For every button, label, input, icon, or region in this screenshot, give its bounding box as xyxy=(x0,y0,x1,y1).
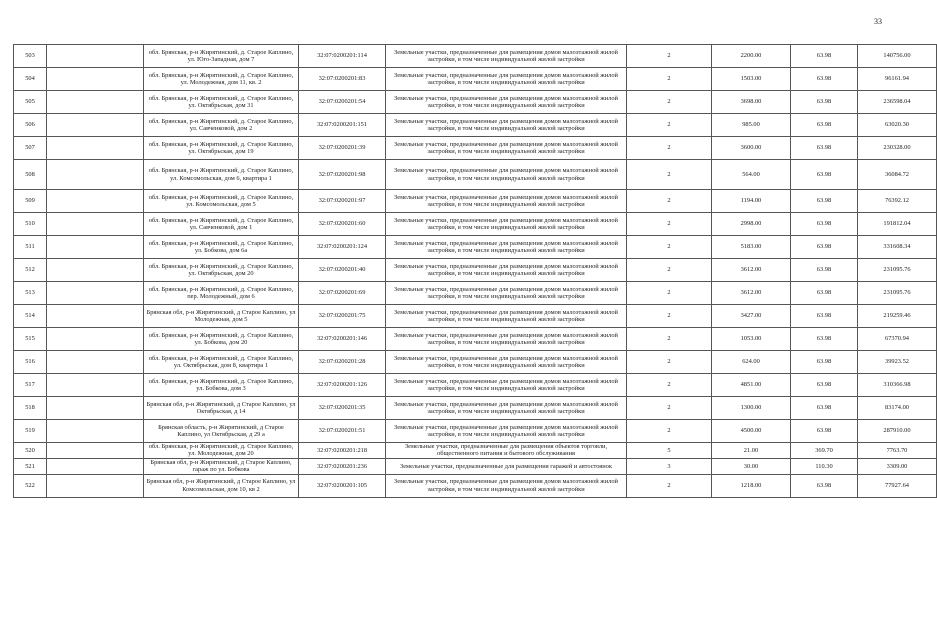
specific-value-cell: 63.98 xyxy=(791,328,858,351)
land-use-cell: Земельные участки, предназначенные для размещения домов малоэтажной жилой застройки, в том числе индивидуальной жилой застройки xyxy=(386,190,627,213)
cadastral-number-cell: 32:07:0200201:218 xyxy=(299,443,386,459)
empty-cell xyxy=(47,68,144,91)
address-cell: обл. Брянская, р-н Жирятинский, д. Старое Каплино, ул. Бобкова, дом 3 xyxy=(144,374,299,397)
row-number-cell: 509 xyxy=(14,190,47,213)
specific-value-cell: 63.98 xyxy=(791,190,858,213)
area-cell: 4500.00 xyxy=(712,420,791,443)
table-row xyxy=(14,91,937,114)
address-cell: обл. Брянская, р-н Жирятинский, д. Старое Каплино, ул. Савченковой, дом 1 xyxy=(144,213,299,236)
cadastral-value-cell: 331608.34 xyxy=(858,236,937,259)
empty-cell xyxy=(47,474,144,497)
area-cell: 4851.00 xyxy=(712,374,791,397)
cadastral-value-cell: 287910.00 xyxy=(858,420,937,443)
cadastral-number-cell: 32:07:0200201:236 xyxy=(299,458,386,474)
address-cell: Брянская обл, р-н Жирятинский, д Старое Каплино, ул Молодежная, дом 5 xyxy=(144,305,299,328)
empty-cell xyxy=(47,443,144,459)
row-number-cell: 513 xyxy=(14,282,47,305)
address-cell: обл. Брянская, р-н Жирятинский, д. Старое Каплино, ул. Юго-Западная, дом 7 xyxy=(144,45,299,68)
area-cell: 1300.00 xyxy=(712,397,791,420)
table-row xyxy=(14,236,937,259)
area-cell: 1218.00 xyxy=(712,474,791,497)
address-cell: обл. Брянская, р-н Жирятинский, д. Старое Каплино, ул. Бобкова, дом 20 xyxy=(144,328,299,351)
cadastral-value-cell: 67370.94 xyxy=(858,328,937,351)
category-group-cell: 2 xyxy=(627,351,712,374)
cadastral-value-cell: 96161.94 xyxy=(858,68,937,91)
category-group-cell: 5 xyxy=(627,443,712,459)
specific-value-cell: 63.98 xyxy=(791,474,858,497)
row-number-cell: 508 xyxy=(14,160,47,190)
cadastral-number-cell: 32:07:0200201:69 xyxy=(299,282,386,305)
table-row xyxy=(14,474,937,497)
address-cell: обл. Брянская, р-н Жирятинский, д. Старое Каплино, ул. Октябрьская, дом 31 xyxy=(144,91,299,114)
land-use-cell: Земельные участки, предназначенные для размещения домов малоэтажной жилой застройки, в том числе индивидуальной жилой застройки xyxy=(386,91,627,114)
address-cell: обл. Брянская, р-н Жирятинский, д. Старое Каплино, ул. Молодежная, дом 20 xyxy=(144,443,299,459)
specific-value-cell: 63.98 xyxy=(791,91,858,114)
cadastral-number-cell: 32:07:0200201:98 xyxy=(299,160,386,190)
row-number-cell: 515 xyxy=(14,328,47,351)
land-use-cell: Земельные участки, предназначенные для размещения домов малоэтажной жилой застройки, в том числе индивидуальной жилой застройки xyxy=(386,45,627,68)
address-cell: обл. Брянская, р-н Жирятинский, д. Старое Каплино, ул. Комсомольская, дом 6, квартира 1 xyxy=(144,160,299,190)
row-number-cell: 521 xyxy=(14,458,47,474)
row-number-cell: 512 xyxy=(14,259,47,282)
cadastral-value-cell: 140756.00 xyxy=(858,45,937,68)
land-use-cell: Земельные участки, предназначенные для размещения домов малоэтажной жилой застройки, в том числе индивидуальной жилой застройки xyxy=(386,68,627,91)
cadastral-number-cell: 32:07:0200201:28 xyxy=(299,351,386,374)
empty-cell xyxy=(47,45,144,68)
table-row xyxy=(14,68,937,91)
cadastral-value-cell: 3309.00 xyxy=(858,458,937,474)
area-cell: 1503.00 xyxy=(712,68,791,91)
area-cell: 5183.00 xyxy=(712,236,791,259)
specific-value-cell: 63.98 xyxy=(791,305,858,328)
row-number-cell: 520 xyxy=(14,443,47,459)
table-row xyxy=(14,397,937,420)
specific-value-cell: 63.98 xyxy=(791,282,858,305)
row-number-cell: 518 xyxy=(14,397,47,420)
category-group-cell: 2 xyxy=(627,114,712,137)
cadastral-number-cell: 32:07:0200201:75 xyxy=(299,305,386,328)
empty-cell xyxy=(47,458,144,474)
category-group-cell: 2 xyxy=(627,474,712,497)
cadastral-value-cell: 231095.76 xyxy=(858,259,937,282)
category-group-cell: 3 xyxy=(627,458,712,474)
specific-value-cell: 63.98 xyxy=(791,68,858,91)
cadastral-value-cell: 39923.52 xyxy=(858,351,937,374)
row-number-cell: 522 xyxy=(14,474,47,497)
cadastral-value-cell: 63020.30 xyxy=(858,114,937,137)
category-group-cell: 2 xyxy=(627,68,712,91)
table-row xyxy=(14,282,937,305)
land-use-cell: Земельные участки, предназначенные для размещения домов малоэтажной жилой застройки, в том числе индивидуальной жилой застройки xyxy=(386,236,627,259)
area-cell: 3427.00 xyxy=(712,305,791,328)
cadastral-value-cell: 36084.72 xyxy=(858,160,937,190)
empty-cell xyxy=(47,351,144,374)
address-cell: обл. Брянская, р-н Жирятинский, д. Старое Каплино, ул. Молодежная, дом 11, кв. 2 xyxy=(144,68,299,91)
category-group-cell: 2 xyxy=(627,397,712,420)
table-row xyxy=(14,114,937,137)
empty-cell xyxy=(47,305,144,328)
empty-cell xyxy=(47,213,144,236)
category-group-cell: 2 xyxy=(627,374,712,397)
land-use-cell: Земельные участки, предназначенные для размещения домов малоэтажной жилой застройки, в том числе индивидуальной жилой застройки xyxy=(386,259,627,282)
area-cell: 3612.00 xyxy=(712,282,791,305)
row-number-cell: 516 xyxy=(14,351,47,374)
address-cell: обл. Брянская, р-н Жирятинский, д. Старое Каплино, ул. Бобкова, дом 6а xyxy=(144,236,299,259)
row-number-cell: 506 xyxy=(14,114,47,137)
land-use-cell: Земельные участки, предназначенные для размещения домов малоэтажной жилой застройки, в том числе индивидуальной жилой застройки xyxy=(386,282,627,305)
table-row xyxy=(14,213,937,236)
address-cell: обл. Брянская, р-н Жирятинский, д. Старое Каплино, ул. Октябрьская, дом 20 xyxy=(144,259,299,282)
table-row xyxy=(14,305,937,328)
land-use-cell: Земельные участки, предназначенные для размещения домов малоэтажной жилой застройки, в том числе индивидуальной жилой застройки xyxy=(386,305,627,328)
specific-value-cell: 63.98 xyxy=(791,137,858,160)
cadastral-number-cell: 32:07:0200201:126 xyxy=(299,374,386,397)
empty-cell xyxy=(47,374,144,397)
table-row xyxy=(14,458,937,474)
area-cell: 3600.00 xyxy=(712,137,791,160)
cadastral-value-cell: 219259.46 xyxy=(858,305,937,328)
table-row xyxy=(14,351,937,374)
specific-value-cell: 63.98 xyxy=(791,351,858,374)
category-group-cell: 2 xyxy=(627,45,712,68)
empty-cell xyxy=(47,160,144,190)
cadastral-number-cell: 32:07:0200201:83 xyxy=(299,68,386,91)
area-cell: 2998.00 xyxy=(712,213,791,236)
area-cell: 624.00 xyxy=(712,351,791,374)
empty-cell xyxy=(47,137,144,160)
category-group-cell: 2 xyxy=(627,137,712,160)
land-registry-table xyxy=(13,44,937,498)
category-group-cell: 2 xyxy=(627,160,712,190)
area-cell: 1194.00 xyxy=(712,190,791,213)
row-number-cell: 510 xyxy=(14,213,47,236)
address-cell: Брянская обл, р-н Жирятинский, д Старое Каплино, гараж по ул. Бобкова xyxy=(144,458,299,474)
empty-cell xyxy=(47,282,144,305)
cadastral-value-cell: 236598.04 xyxy=(858,91,937,114)
cadastral-number-cell: 32:07:0200201:105 xyxy=(299,474,386,497)
row-number-cell: 504 xyxy=(14,68,47,91)
page-number: 33 xyxy=(874,17,882,26)
address-cell: Брянская обл, р-н Жирятинский, д Старое Каплино, ул Комсомольская, дом 10, кв 2 xyxy=(144,474,299,497)
cadastral-value-cell: 191812.04 xyxy=(858,213,937,236)
address-cell: Брянская обл, р-н Жирятинский, д Старое Каплино, ул Октябрьская, д 14 xyxy=(144,397,299,420)
address-cell: обл. Брянская, р-н Жирятинский, д. Старое Каплино, ул. Савченковой, дом 2 xyxy=(144,114,299,137)
area-cell: 21.00 xyxy=(712,443,791,459)
category-group-cell: 2 xyxy=(627,328,712,351)
area-cell: 2200.00 xyxy=(712,45,791,68)
table-row xyxy=(14,45,937,68)
land-use-cell: Земельные участки, предназначенные для размещения домов малоэтажной жилой застройки, в том числе индивидуальной жилой застройки xyxy=(386,420,627,443)
empty-cell xyxy=(47,91,144,114)
empty-cell xyxy=(47,420,144,443)
empty-cell xyxy=(47,397,144,420)
land-use-cell: Земельные участки, предназначенные для размещения домов малоэтажной жилой застройки, в том числе индивидуальной жилой застройки xyxy=(386,374,627,397)
area-cell: 564.00 xyxy=(712,160,791,190)
address-cell: обл. Брянская, р-н Жирятинский, д. Старое Каплино, ул. Октябрьская, дом 19 xyxy=(144,137,299,160)
cadastral-number-cell: 32:07:0200201:97 xyxy=(299,190,386,213)
land-use-cell: Земельные участки, предназначенные для размещения домов малоэтажной жилой застройки, в том числе индивидуальной жилой застройки xyxy=(386,114,627,137)
cadastral-number-cell: 32:07:0200201:39 xyxy=(299,137,386,160)
land-use-cell: Земельные участки, предназначенные для размещения домов малоэтажной жилой застройки, в том числе индивидуальной жилой застройки xyxy=(386,351,627,374)
empty-cell xyxy=(47,190,144,213)
land-use-cell: Земельные участки, предназначенные для размещения гаражей и автостоянок xyxy=(386,458,627,474)
area-cell: 985.00 xyxy=(712,114,791,137)
specific-value-cell: 63.98 xyxy=(791,259,858,282)
specific-value-cell: 369.70 xyxy=(791,443,858,459)
cadastral-number-cell: 32:07:0200201:124 xyxy=(299,236,386,259)
area-cell: 3612.00 xyxy=(712,259,791,282)
cadastral-value-cell: 83174.00 xyxy=(858,397,937,420)
empty-cell xyxy=(47,259,144,282)
cadastral-value-cell: 230328.00 xyxy=(858,137,937,160)
address-cell: обл. Брянская, р-н Жирятинский, д. Старое Каплино, ул. Октябрьская, дом 8, квартира 1 xyxy=(144,351,299,374)
land-use-cell: Земельные участки, предназначенные для размещения домов малоэтажной жилой застройки, в том числе индивидуальной жилой застройки xyxy=(386,160,627,190)
land-use-cell: Земельные участки, предназначенные для размещения домов малоэтажной жилой застройки, в том числе индивидуальной жилой застройки xyxy=(386,328,627,351)
cadastral-number-cell: 32:07:0200201:35 xyxy=(299,397,386,420)
table-row xyxy=(14,443,937,459)
empty-cell xyxy=(47,328,144,351)
cadastral-number-cell: 32:07:0200201:60 xyxy=(299,213,386,236)
row-number-cell: 517 xyxy=(14,374,47,397)
specific-value-cell: 63.98 xyxy=(791,374,858,397)
category-group-cell: 2 xyxy=(627,91,712,114)
cadastral-number-cell: 32:07:0200201:114 xyxy=(299,45,386,68)
row-number-cell: 507 xyxy=(14,137,47,160)
area-cell: 1053.00 xyxy=(712,328,791,351)
table-row xyxy=(14,374,937,397)
category-group-cell: 2 xyxy=(627,213,712,236)
row-number-cell: 511 xyxy=(14,236,47,259)
specific-value-cell: 63.98 xyxy=(791,397,858,420)
cadastral-value-cell: 76392.12 xyxy=(858,190,937,213)
address-cell: Брянская область, р-н Жирятинский, д Старое Каплино, ул Октябрьская, д 29 а xyxy=(144,420,299,443)
cadastral-value-cell: 7763.70 xyxy=(858,443,937,459)
table-row xyxy=(14,190,937,213)
table-row xyxy=(14,137,937,160)
cadastral-number-cell: 32:07:0200201:146 xyxy=(299,328,386,351)
land-use-cell: Земельные участки, предназначенные для размещения домов малоэтажной жилой застройки, в том числе индивидуальной жилой застройки xyxy=(386,474,627,497)
table-row xyxy=(14,160,937,190)
category-group-cell: 2 xyxy=(627,282,712,305)
row-number-cell: 514 xyxy=(14,305,47,328)
table-row xyxy=(14,420,937,443)
land-use-cell: Земельные участки, предназначенные для размещения объектов торговли, общественного питания и бытового обслуживания xyxy=(386,443,627,459)
specific-value-cell: 63.98 xyxy=(791,160,858,190)
specific-value-cell: 110.30 xyxy=(791,458,858,474)
row-number-cell: 519 xyxy=(14,420,47,443)
cadastral-number-cell: 32:07:0200201:151 xyxy=(299,114,386,137)
cadastral-value-cell: 231095.76 xyxy=(858,282,937,305)
category-group-cell: 2 xyxy=(627,236,712,259)
land-use-cell: Земельные участки, предназначенные для размещения домов малоэтажной жилой застройки, в том числе индивидуальной жилой застройки xyxy=(386,397,627,420)
table-row xyxy=(14,259,937,282)
specific-value-cell: 63.98 xyxy=(791,420,858,443)
area-cell: 30.00 xyxy=(712,458,791,474)
address-cell: обл. Брянская, р-н Жирятинский, д. Старое Каплино, ул. Комсомольская, дом 5 xyxy=(144,190,299,213)
row-number-cell: 503 xyxy=(14,45,47,68)
specific-value-cell: 63.98 xyxy=(791,236,858,259)
category-group-cell: 2 xyxy=(627,420,712,443)
land-use-cell: Земельные участки, предназначенные для размещения домов малоэтажной жилой застройки, в том числе индивидуальной жилой застройки xyxy=(386,137,627,160)
table-row xyxy=(14,328,937,351)
area-cell: 3698.00 xyxy=(712,91,791,114)
table-body xyxy=(14,45,937,498)
cadastral-value-cell: 310366.98 xyxy=(858,374,937,397)
cadastral-number-cell: 32:07:0200201:40 xyxy=(299,259,386,282)
cadastral-number-cell: 32:07:0200201:51 xyxy=(299,420,386,443)
category-group-cell: 2 xyxy=(627,190,712,213)
specific-value-cell: 63.98 xyxy=(791,114,858,137)
cadastral-number-cell: 32:07:0200201:54 xyxy=(299,91,386,114)
land-use-cell: Земельные участки, предназначенные для размещения домов малоэтажной жилой застройки, в том числе индивидуальной жилой застройки xyxy=(386,213,627,236)
cadastral-value-cell: 77927.64 xyxy=(858,474,937,497)
specific-value-cell: 63.98 xyxy=(791,213,858,236)
empty-cell xyxy=(47,236,144,259)
specific-value-cell: 63.98 xyxy=(791,45,858,68)
empty-cell xyxy=(47,114,144,137)
category-group-cell: 2 xyxy=(627,305,712,328)
category-group-cell: 2 xyxy=(627,259,712,282)
address-cell: обл. Брянская, р-н Жирятинский, д. Старое Каплино, пер. Молодежный, дом 6 xyxy=(144,282,299,305)
row-number-cell: 505 xyxy=(14,91,47,114)
